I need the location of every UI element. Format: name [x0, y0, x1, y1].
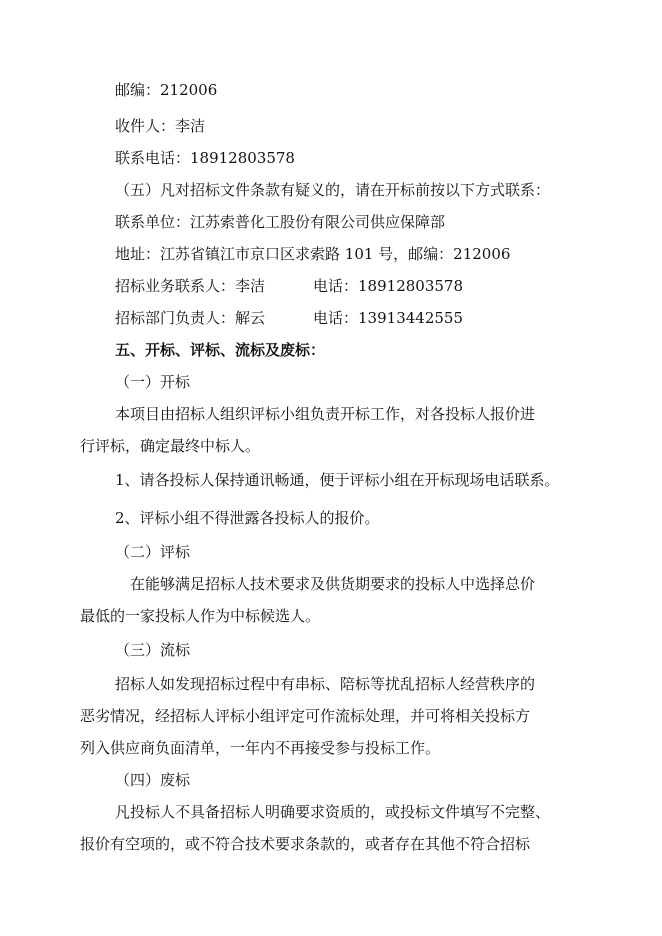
- dept-head-phone: 电话：13913442555: [313, 309, 463, 327]
- sub1-item2: 2、评标小组不得泄露各投标人的报价。: [115, 509, 380, 527]
- sub2-heading: （二）评标: [115, 543, 191, 561]
- sub3-para-line3: 列入供应商负面清单，一年内不再接受参与投标工作。: [80, 739, 441, 757]
- sub3-para-line1: 招标人如发现招标过程中有串标、陪标等扰乱招标人经营秩序的: [115, 675, 536, 693]
- sub4-heading: （四）废标: [115, 771, 191, 789]
- dept-head-name: 招标部门负责人：解云: [115, 309, 266, 327]
- business-contact-line: [115, 276, 463, 296]
- sub1-item1: 1、请各投标人保持通讯畅通，便于评标小组在开标现场电话联系。: [115, 471, 560, 489]
- sub2-para-line2: 最低的一家投标人作为中标候选人。: [80, 607, 321, 625]
- sub1-para-line1: 本项目由招标人组织评标小组负责开标工作，对各投标人报价进: [115, 405, 536, 423]
- postcode-line: 邮编：212006: [115, 81, 218, 99]
- clause5-line: （五）凡对招标文件条款有疑义的，请在开标前按以下方式联系：: [115, 181, 551, 199]
- sub2-para-line1: 在能够满足招标人技术要求及供货期要求的投标人中选择总价: [130, 575, 536, 593]
- dept-head-line: [115, 308, 463, 328]
- contact-unit-line: 联系单位：江苏索普化工股份有限公司供应保障部: [115, 213, 446, 231]
- phone-line: 联系电话：18912803578: [115, 149, 295, 167]
- recipient-line: 收件人：李洁: [115, 117, 206, 135]
- sub1-para-line2: 行评标，确定最终中标人。: [80, 437, 261, 455]
- address-line: 地址：江苏省镇江市京口区求索路 101 号，邮编：212006: [115, 245, 511, 263]
- section5-heading: 五、开标、评标、流标及废标：: [115, 341, 326, 359]
- sub3-heading: （三）流标: [115, 641, 191, 659]
- sub3-para-line2: 恶劣情况，经招标人评标小组评定可作流标处理，并可将相关投标方: [80, 707, 531, 725]
- business-contact-phone: 电话：18912803578: [313, 277, 463, 295]
- sub4-para-line2: 报价有空项的，或不符合技术要求条款的，或者存在其他不符合招标: [80, 835, 531, 853]
- sub4-para-line1: 凡投标人不具备招标人明确要求资质的，或投标文件填写不完整、: [115, 803, 551, 821]
- business-contact-name: 招标业务联系人：李洁: [115, 277, 266, 295]
- sub1-heading: （一）开标: [115, 373, 191, 391]
